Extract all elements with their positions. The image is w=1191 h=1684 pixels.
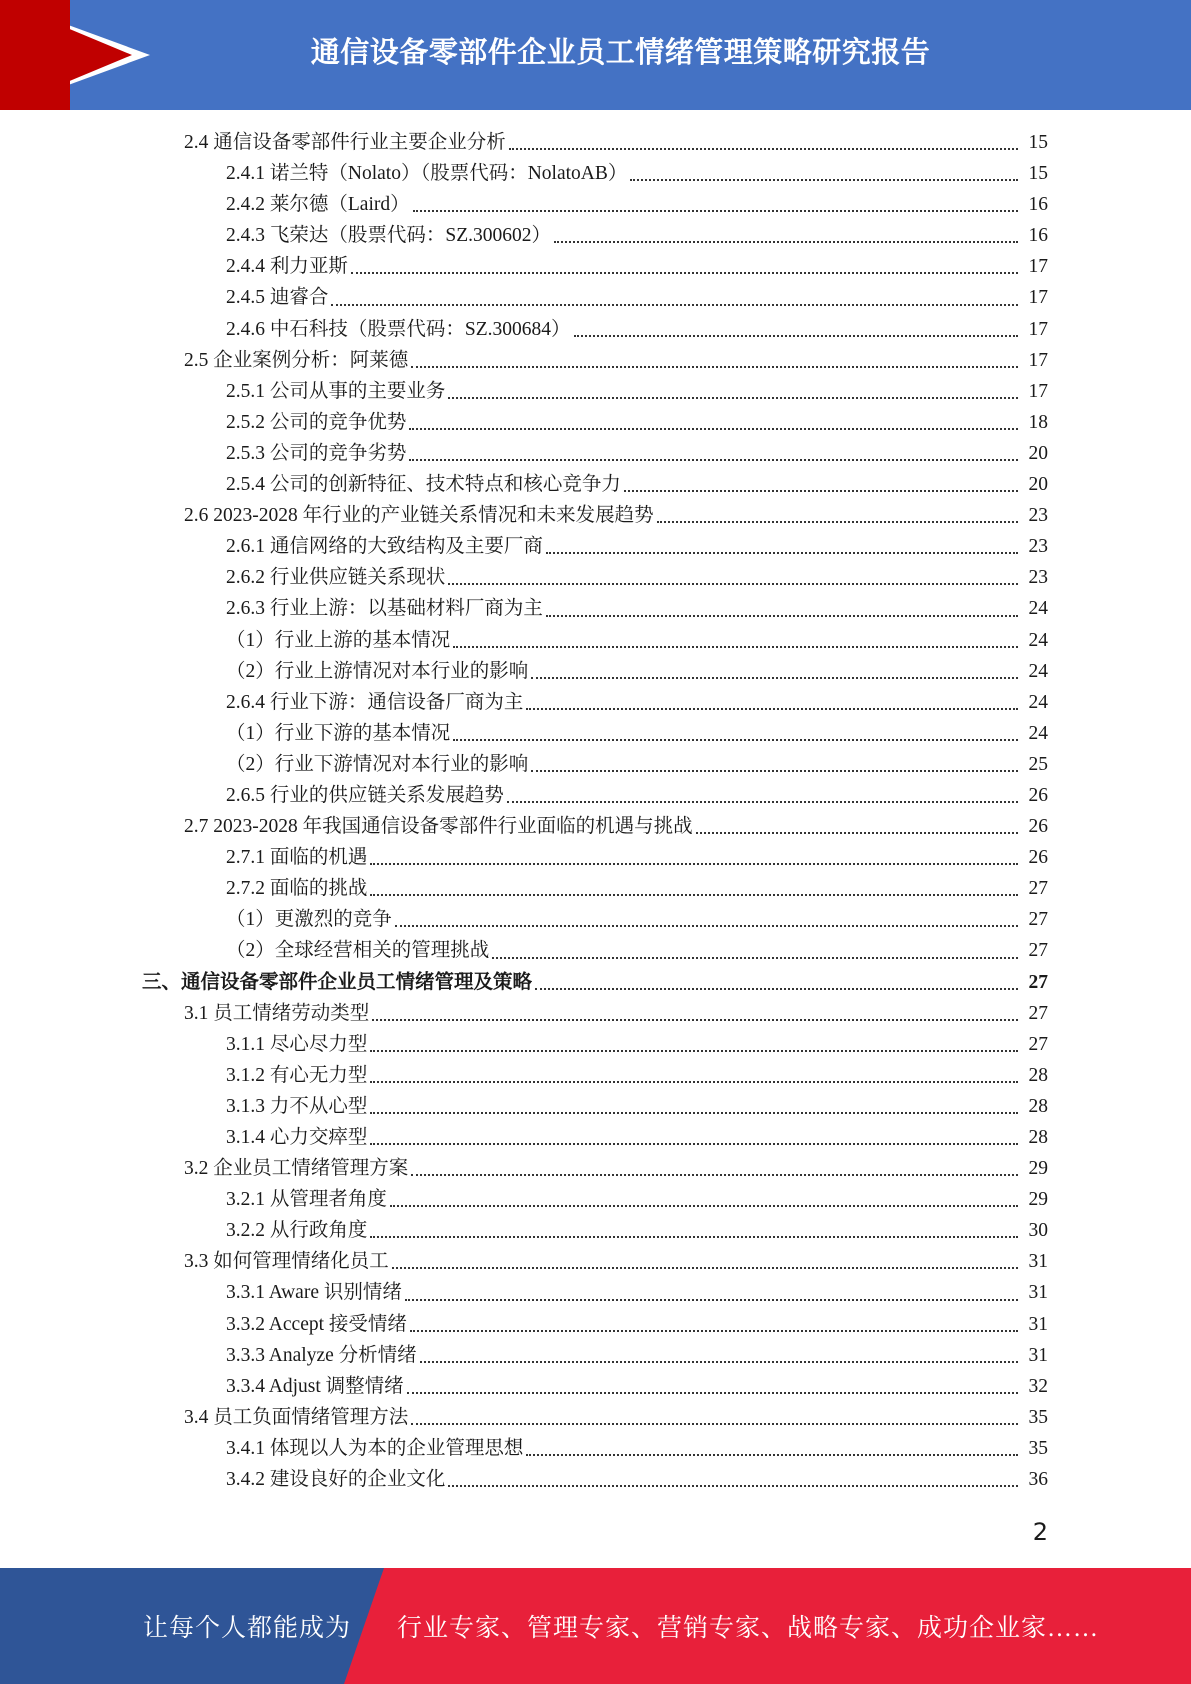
toc-entry-label: 3.2.1 从管理者角度	[226, 1189, 387, 1211]
toc-dot-leader	[448, 581, 1018, 585]
toc-entry[interactable]	[0, 1091, 1048, 1122]
toc-entry-page: 28	[1028, 1064, 1048, 1086]
toc-entry-page: 20	[1028, 442, 1048, 464]
toc-entry-page: 24	[1028, 598, 1048, 620]
toc-entry[interactable]	[0, 935, 1048, 966]
toc-dot-leader	[624, 488, 1018, 492]
toc-entry-label: 3.3.2 Accept 接受情绪	[226, 1313, 407, 1335]
toc-entry-label: （2）行业下游情况对本行业的影响	[226, 753, 529, 775]
toc-entry-page: 27	[1028, 1002, 1048, 1024]
toc-entry-label: 3.1.1 尽心尽力型	[226, 1033, 368, 1055]
toc-entry-label: 3.1.2 有心无力型	[226, 1064, 368, 1086]
toc-dot-leader	[410, 1328, 1018, 1332]
toc-entry-label: 2.7.2 面临的挑战	[226, 878, 368, 900]
toc-entry-page: 26	[1028, 784, 1048, 806]
toc-entry-page: 15	[1028, 132, 1048, 153]
toc-dot-leader	[554, 239, 1018, 243]
toc-entry[interactable]	[0, 1402, 1048, 1433]
toc-dot-leader	[657, 519, 1018, 523]
toc-entry[interactable]	[0, 780, 1048, 811]
toc-entry[interactable]	[0, 1340, 1048, 1371]
toc-entry-label: 2.5.2 公司的竞争优势	[226, 411, 407, 433]
toc-dot-leader	[630, 177, 1018, 181]
toc-entry-label: 2.5.3 公司的竞争劣势	[226, 442, 407, 464]
toc-entry-label: （2）全球经营相关的管理挑战	[226, 940, 490, 962]
toc-entry-label: 三、通信设备零部件企业员工情绪管理及策略	[142, 971, 533, 993]
toc-entry[interactable]	[0, 873, 1048, 904]
toc-entry[interactable]	[0, 1309, 1048, 1340]
toc-entry[interactable]	[0, 1060, 1048, 1091]
toc-entry[interactable]	[0, 500, 1048, 531]
toc-entry-page: 24	[1028, 629, 1048, 651]
toc-dot-leader	[409, 457, 1018, 461]
toc-entry-page: 31	[1028, 1282, 1048, 1304]
toc-dot-leader	[370, 1048, 1018, 1052]
toc-entry[interactable]	[0, 158, 1048, 189]
toc-entry-label: （1）行业上游的基本情况	[226, 629, 451, 651]
toc-entry-page: 31	[1028, 1344, 1048, 1366]
toc-entry[interactable]	[0, 1464, 1048, 1495]
header-red-arrow	[0, 0, 132, 110]
toc-entry[interactable]	[0, 127, 1048, 158]
toc-entry[interactable]	[0, 687, 1048, 718]
toc-entry-page: 36	[1028, 1469, 1048, 1491]
toc-entry-page: 17	[1028, 287, 1048, 309]
toc-entry-page: 25	[1028, 753, 1048, 775]
toc-entry-page: 17	[1028, 349, 1048, 371]
toc-entry-page: 17	[1028, 380, 1048, 402]
toc-entry-label: 3.2.2 从行政角度	[226, 1220, 368, 1242]
toc-dot-leader	[526, 706, 1018, 710]
toc-entry-page: 26	[1028, 816, 1048, 838]
toc-entry-label: 3.3.4 Adjust 调整情绪	[226, 1375, 404, 1397]
toc-entry-page: 17	[1028, 256, 1048, 278]
toc-entry[interactable]	[0, 967, 1048, 998]
toc-entry-label: 3.4.1 体现以人为本的企业管理思想	[226, 1437, 524, 1459]
toc-entry[interactable]	[0, 469, 1048, 500]
toc-dot-leader	[420, 1359, 1018, 1363]
toc-entry-page: 27	[1028, 1033, 1048, 1055]
toc-dot-leader	[413, 208, 1018, 212]
toc-dot-leader	[409, 426, 1018, 430]
toc-entry[interactable]	[0, 1433, 1048, 1464]
toc-dot-leader	[531, 768, 1018, 772]
toc-dot-leader	[453, 737, 1018, 741]
toc-entry[interactable]	[0, 1371, 1048, 1402]
toc-entry[interactable]	[0, 718, 1048, 749]
toc-dot-leader	[395, 923, 1018, 927]
toc-entry[interactable]	[0, 438, 1048, 469]
toc-entry-label: 3.3 如何管理情绪化员工	[184, 1251, 389, 1273]
toc-entry-label: 2.6 2023-2028 年行业的产业链关系情况和未来发展趋势	[184, 505, 654, 527]
toc-dot-leader	[492, 955, 1018, 959]
footer-slogan-right: 行业专家、管理专家、营销专家、战略专家、成功企业家……	[397, 1615, 1100, 1642]
toc-entry-label: 3.4 员工负面情绪管理方法	[184, 1406, 409, 1428]
toc-entry-page: 24	[1028, 722, 1048, 744]
toc-dot-leader	[448, 395, 1018, 399]
toc-entry[interactable]	[0, 1184, 1048, 1215]
toc-entry-page: 28	[1028, 1095, 1048, 1117]
toc-entry[interactable]	[0, 220, 1048, 251]
toc-entry-page: 27	[1028, 971, 1048, 993]
toc-entry-label: 2.6.3 行业上游：以基础材料厂商为主	[226, 598, 543, 620]
toc-entry-label: 2.4.4 利力亚斯	[226, 256, 348, 278]
toc-entry-page: 27	[1028, 878, 1048, 900]
toc-entry-label: 2.6.5 行业的供应链关系发展趋势	[226, 784, 504, 806]
toc-entry-page: 31	[1028, 1313, 1048, 1335]
toc-dot-leader	[696, 830, 1018, 834]
toc-dot-leader	[448, 1483, 1018, 1487]
toc-entry[interactable]	[0, 376, 1048, 407]
toc-entry-page: 35	[1028, 1437, 1048, 1459]
toc-entry-page: 23	[1028, 536, 1048, 558]
toc-entry-page: 16	[1028, 194, 1048, 216]
toc-entry-label: （1）更激烈的竞争	[226, 909, 392, 931]
toc-entry-label: 3.1.3 力不从心型	[226, 1095, 368, 1117]
toc-entry-page: 28	[1028, 1127, 1048, 1148]
toc-entry-label: 3.4.2 建设良好的企业文化	[226, 1469, 446, 1491]
toc-dot-leader	[331, 302, 1018, 306]
toc-entry[interactable]	[0, 811, 1048, 842]
toc-entry-label: 2.4 通信设备零部件行业主要企业分析	[184, 132, 506, 153]
toc-entry[interactable]	[0, 282, 1048, 313]
toc-entry-label: 3.3.3 Analyze 分析情绪	[226, 1344, 417, 1366]
toc-dot-leader	[370, 1079, 1018, 1083]
toc-dot-leader	[411, 1421, 1018, 1425]
toc-entry[interactable]	[0, 251, 1048, 282]
toc-dot-leader	[535, 986, 1018, 990]
toc-dot-leader	[546, 613, 1018, 617]
toc-entry[interactable]	[0, 1122, 1048, 1153]
toc-entry[interactable]	[0, 1215, 1048, 1246]
toc-entry-label: 2.4.5 迪睿合	[226, 287, 329, 309]
toc-entry-page: 24	[1028, 660, 1048, 682]
toc-dot-leader	[372, 1017, 1018, 1021]
toc-entry[interactable]	[0, 189, 1048, 220]
toc-entry-label: 2.6.1 通信网络的大致结构及主要厂商	[226, 536, 543, 558]
toc-entry-label: 2.4.6 中石科技（股票代码：SZ.300684）	[226, 318, 571, 340]
toc-entry[interactable]	[0, 998, 1048, 1029]
toc-entry-label: 2.4.1 诺兰特（Nolato）（股票代码：NolatoAB）	[226, 163, 628, 185]
toc-dot-leader	[574, 333, 1018, 337]
toc-entry-label: 2.5.1 公司从事的主要业务	[226, 380, 446, 402]
toc-dot-leader	[411, 364, 1018, 368]
toc-entry-label: 2.7 2023-2028 年我国通信设备零部件行业面临的机遇与挑战	[184, 816, 693, 838]
toc-entry[interactable]	[0, 749, 1048, 780]
toc-entry-label: （1）行业下游的基本情况	[226, 722, 451, 744]
toc-dot-leader	[370, 861, 1018, 865]
footer-slogan-left: 让每个人都能成为	[143, 1615, 352, 1642]
toc-dot-leader	[390, 1203, 1018, 1207]
toc-entry-label: （2）行业上游情况对本行业的影响	[226, 660, 529, 682]
page-header	[0, 0, 1191, 110]
toc-entry-label: 2.5.4 公司的创新特征、技术特点和核心竞争力	[226, 474, 621, 496]
toc-dot-leader	[370, 1141, 1018, 1145]
toc-entry-page: 24	[1028, 691, 1048, 713]
toc-entry[interactable]	[0, 1277, 1048, 1308]
toc-dot-leader	[507, 799, 1018, 803]
toc-dot-leader	[405, 1297, 1018, 1301]
toc-dot-leader	[531, 675, 1018, 679]
toc-entry-page: 23	[1028, 505, 1048, 527]
toc-dot-leader	[392, 1265, 1018, 1269]
toc-dot-leader	[453, 644, 1018, 648]
toc-entry[interactable]	[0, 904, 1048, 935]
report-title: 通信设备零部件企业员工情绪管理策略研究报告	[310, 34, 931, 69]
toc-entry[interactable]	[0, 656, 1048, 687]
toc-dot-leader	[546, 550, 1018, 554]
toc-entry[interactable]	[0, 562, 1048, 593]
toc-entry-page: 23	[1028, 567, 1048, 589]
toc-dot-leader	[411, 1172, 1018, 1176]
toc-dot-leader	[370, 1234, 1018, 1238]
toc-entry-label: 3.3.1 Aware 识别情绪	[226, 1282, 402, 1304]
toc-entry[interactable]	[0, 407, 1048, 438]
toc-entry-page: 31	[1028, 1251, 1048, 1273]
table-of-contents	[0, 127, 1191, 1495]
toc-entry-label: 2.6.2 行业供应链关系现状	[226, 567, 446, 589]
toc-entry-page: 30	[1028, 1220, 1048, 1242]
toc-entry-page: 18	[1028, 411, 1048, 433]
toc-entry-label: 2.4.3 飞荣达（股票代码：SZ.300602）	[226, 225, 552, 247]
toc-entry[interactable]	[0, 593, 1048, 624]
toc-entry[interactable]	[0, 1153, 1048, 1184]
toc-entry-page: 27	[1028, 909, 1048, 931]
toc-entry-page: 29	[1028, 1158, 1048, 1180]
toc-entry[interactable]	[0, 625, 1048, 656]
toc-entry-page: 26	[1028, 847, 1048, 869]
toc-entry-page: 27	[1028, 940, 1048, 962]
toc-entry-label: 3.1.4 心力交瘁型	[226, 1127, 368, 1148]
toc-entry-page: 29	[1028, 1189, 1048, 1211]
toc-dot-leader	[407, 1390, 1018, 1394]
page-number: 2	[1032, 1518, 1048, 1546]
toc-entry-label: 2.7.1 面临的机遇	[226, 847, 368, 869]
toc-entry[interactable]	[0, 314, 1048, 345]
toc-entry-page: 16	[1028, 225, 1048, 247]
toc-dot-leader	[526, 1452, 1018, 1456]
toc-entry[interactable]	[0, 1246, 1048, 1277]
toc-dot-leader	[370, 1110, 1018, 1114]
toc-entry[interactable]	[0, 345, 1048, 376]
toc-entry[interactable]	[0, 1029, 1048, 1060]
toc-entry-page: 15	[1028, 163, 1048, 185]
toc-dot-leader	[509, 146, 1018, 150]
toc-entry-page: 32	[1028, 1375, 1048, 1397]
toc-entry[interactable]	[0, 842, 1048, 873]
toc-entry-page: 17	[1028, 318, 1048, 340]
toc-entry-label: 2.5 企业案例分析：阿莱德	[184, 349, 409, 371]
toc-entry-page: 35	[1028, 1406, 1048, 1428]
toc-entry-label: 2.6.4 行业下游：通信设备厂商为主	[226, 691, 524, 713]
toc-entry[interactable]	[0, 531, 1048, 562]
toc-entry-label: 3.1 员工情绪劳动类型	[184, 1002, 370, 1024]
toc-entry-label: 3.2 企业员工情绪管理方案	[184, 1158, 409, 1180]
page-footer	[0, 1568, 1191, 1684]
toc-entry-label: 2.4.2 莱尔德（Laird）	[226, 194, 410, 216]
toc-dot-leader	[370, 892, 1018, 896]
toc-dot-leader	[351, 270, 1018, 274]
toc-entry-page: 20	[1028, 474, 1048, 496]
